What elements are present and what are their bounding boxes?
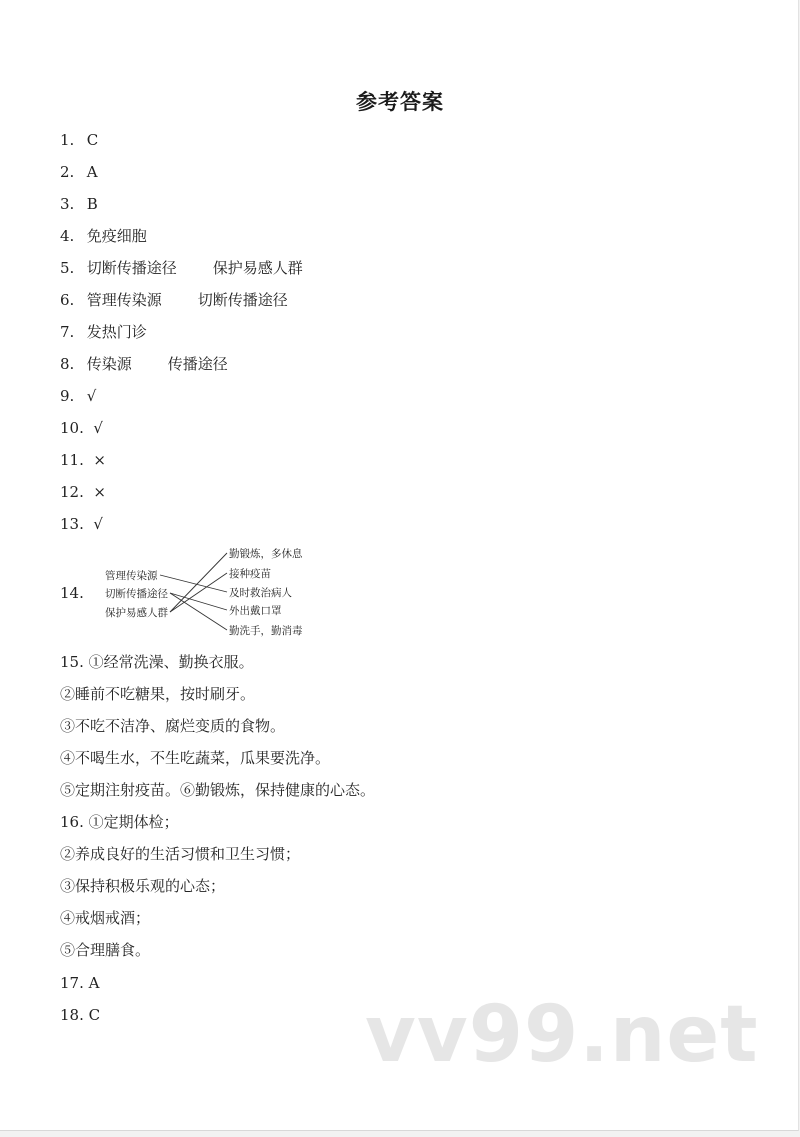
answer-9: 9. √ [60, 387, 97, 405]
match-right-exercise: 勤锻炼，多休息 [229, 548, 303, 560]
match-line-protect-exercise [170, 553, 227, 612]
matching-diagram [100, 544, 320, 644]
match-right-vaccine: 接种疫苗 [229, 568, 271, 580]
answer-6: 6. 管理传染源 切断传播途径 [60, 291, 288, 309]
match-left-protect-group: 保护易感人群 [105, 607, 168, 619]
answer-18: 18. C [60, 1006, 101, 1024]
answer-4: 4. 免疫细胞 [60, 227, 147, 245]
answer-16-line-3: ③保持积极乐观的心态； [60, 877, 226, 895]
answer-8: 8. 传染源 传播途径 [60, 355, 228, 373]
answer-15-line-2: ②睡前不吃糖果，按时刷牙。 [60, 685, 256, 703]
match-right-treat-patient: 及时救治病人 [229, 587, 292, 599]
answer-15-line-3: ③不吃不洁净、腐烂变质的食物。 [60, 717, 286, 735]
answer-16-line-2: ②养成良好的生活习惯和卫生习惯； [60, 845, 301, 863]
match-line-protect-vaccine [170, 573, 227, 612]
answer-2: 2. A [60, 163, 98, 181]
watermark: vv99.net [365, 990, 759, 1080]
answer-11: 11. × [60, 451, 106, 469]
answer-10: 10. √ [60, 419, 103, 437]
match-right-mask: 外出戴口罩 [229, 605, 282, 617]
answer-16-line-4: ④戒烟戒酒； [60, 909, 151, 927]
match-left-manage-source: 管理传染源 [105, 570, 158, 582]
answer-15-line-4: ④不喝生水，不生吃蔬菜，瓜果要洗净。 [60, 749, 331, 767]
match-line-source-treat [160, 575, 227, 592]
answer-17: 17. A [60, 974, 100, 992]
answer-13: 13. √ [60, 515, 103, 533]
match-line-route-mask [170, 593, 227, 610]
answer-5: 5. 切断传播途径 保护易感人群 [60, 259, 303, 277]
answer-16-line-1: 16. ①定期体检； [60, 813, 179, 831]
page-title: 参考答案 [356, 90, 444, 114]
answer-3: 3. B [60, 195, 98, 213]
answer-15-line-5: ⑤定期注射疫苗。⑥勤锻炼，保持健康的心态。 [60, 781, 376, 799]
answer-12: 12. × [60, 483, 106, 501]
match-left-cut-route: 切断传播途径 [105, 588, 168, 600]
answer-16-line-5: ⑤合理膳食。 [60, 941, 151, 959]
answer-1: 1. C [60, 131, 99, 149]
answer-14-number: 14. [60, 584, 84, 602]
answer-7: 7. 发热门诊 [60, 323, 147, 341]
match-right-wash-hands: 勤洗手，勤消毒 [229, 625, 303, 637]
match-line-route-wash [170, 593, 227, 630]
answer-15-line-1: 15. ①经常洗澡、勤换衣服。 [60, 653, 254, 671]
